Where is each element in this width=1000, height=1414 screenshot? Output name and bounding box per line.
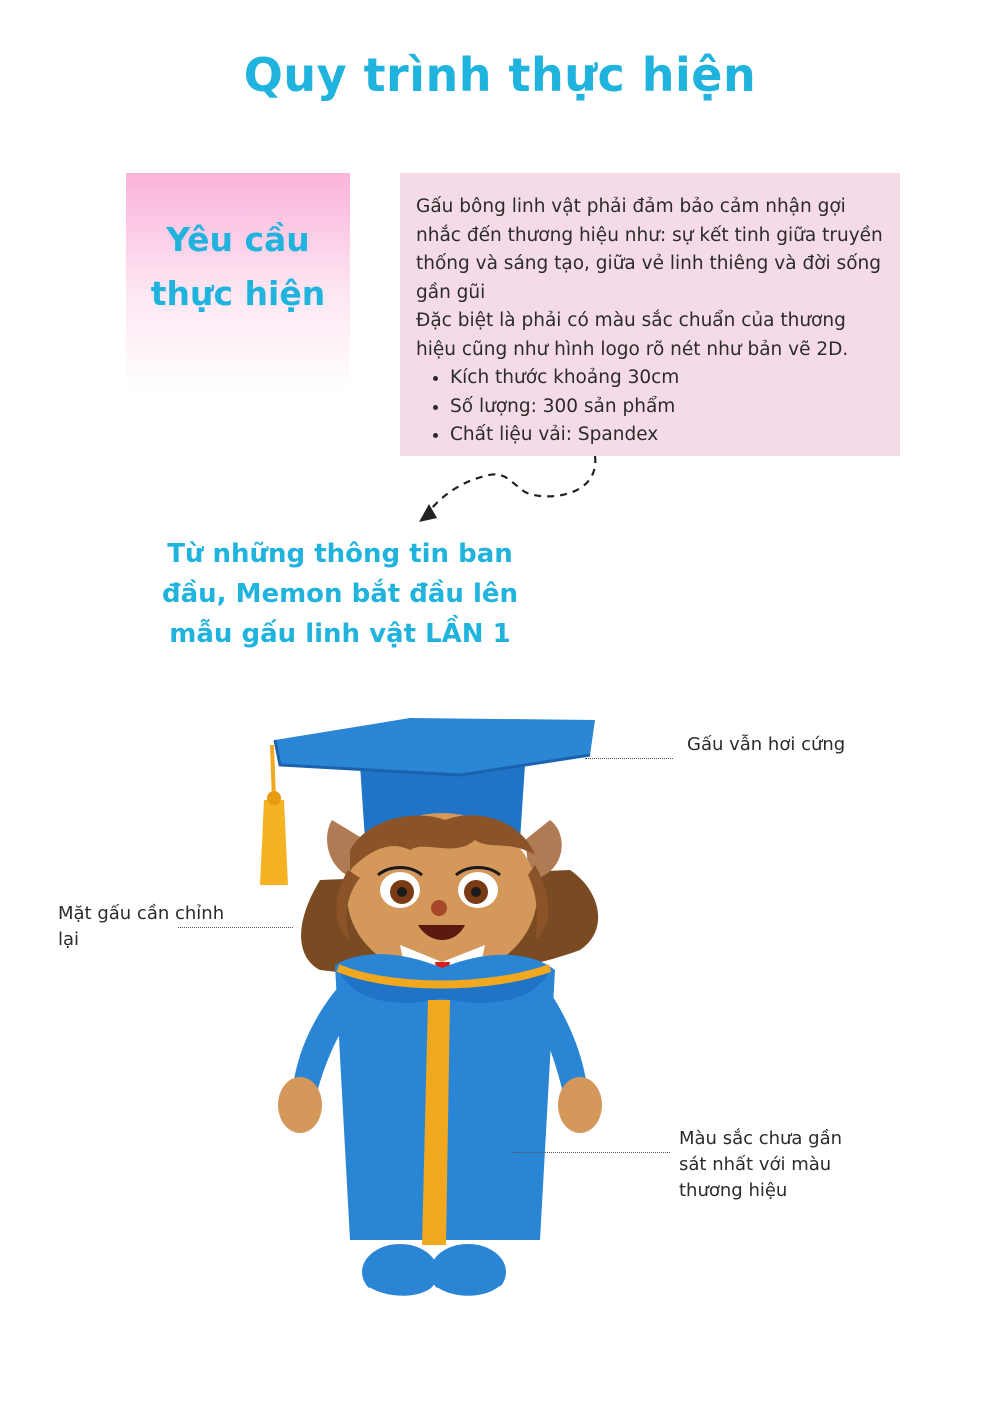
annotation-face-line1: Mặt gấu cần chỉnh	[58, 903, 225, 924]
annotation-leader-line	[585, 758, 673, 759]
annotation-hat: Gấu vẫn hơi cứng	[687, 734, 846, 755]
mascot-doll-image	[250, 700, 630, 1320]
requirements-paragraph-1: Gấu bông linh vật phải đảm bảo cảm nhận gợi nhắc đến thương hiệu như: sự kết tinh giữa truyền thống và sáng tạo, giữa vẻ linh thiêng và đời sống gần gũi	[416, 196, 883, 303]
annotation-leader-line	[512, 1152, 670, 1153]
requirements-paragraph-2: Đặc biệt là phải có màu sắc chuẩn của thương hiệu cũng như hình logo rõ nét như bản vẽ 2D.	[416, 310, 849, 360]
page-title: Quy trình thực hiện	[243, 48, 757, 102]
annotation-face-line2: lại	[58, 929, 80, 950]
subtitle-line2: đầu, Memon bắt đầu lên	[161, 579, 519, 609]
requirements-label-box	[126, 173, 350, 391]
requirements-label-line1: Yêu cầu	[166, 220, 310, 259]
dashed-arrow-icon	[415, 452, 605, 527]
annotation-color-line3: thương hiệu	[679, 1180, 788, 1201]
annotation-color-line2: sát nhất với màu	[679, 1154, 832, 1175]
subtitle	[130, 534, 550, 654]
subtitle-line1: Từ những thông tin ban	[167, 539, 513, 569]
subtitle-line3: mẫu gấu linh vật LẦN 1	[169, 619, 511, 649]
requirements-list	[416, 364, 884, 450]
requirements-list-item: • Kích thước khoảng 30cm	[450, 364, 884, 393]
requirements-label	[151, 213, 326, 321]
requirements-list-item: • Chất liệu vải: Spandex	[450, 421, 884, 450]
requirements-list-item: • Số lượng: 300 sản phẩm	[450, 393, 884, 422]
annotation-color	[679, 1126, 842, 1204]
annotation-leader-line	[178, 927, 293, 928]
annotation-color-line1: Màu sắc chưa gần	[679, 1128, 843, 1149]
requirements-label-line2: thực hiện	[150, 274, 326, 313]
requirements-info-box	[400, 173, 900, 456]
